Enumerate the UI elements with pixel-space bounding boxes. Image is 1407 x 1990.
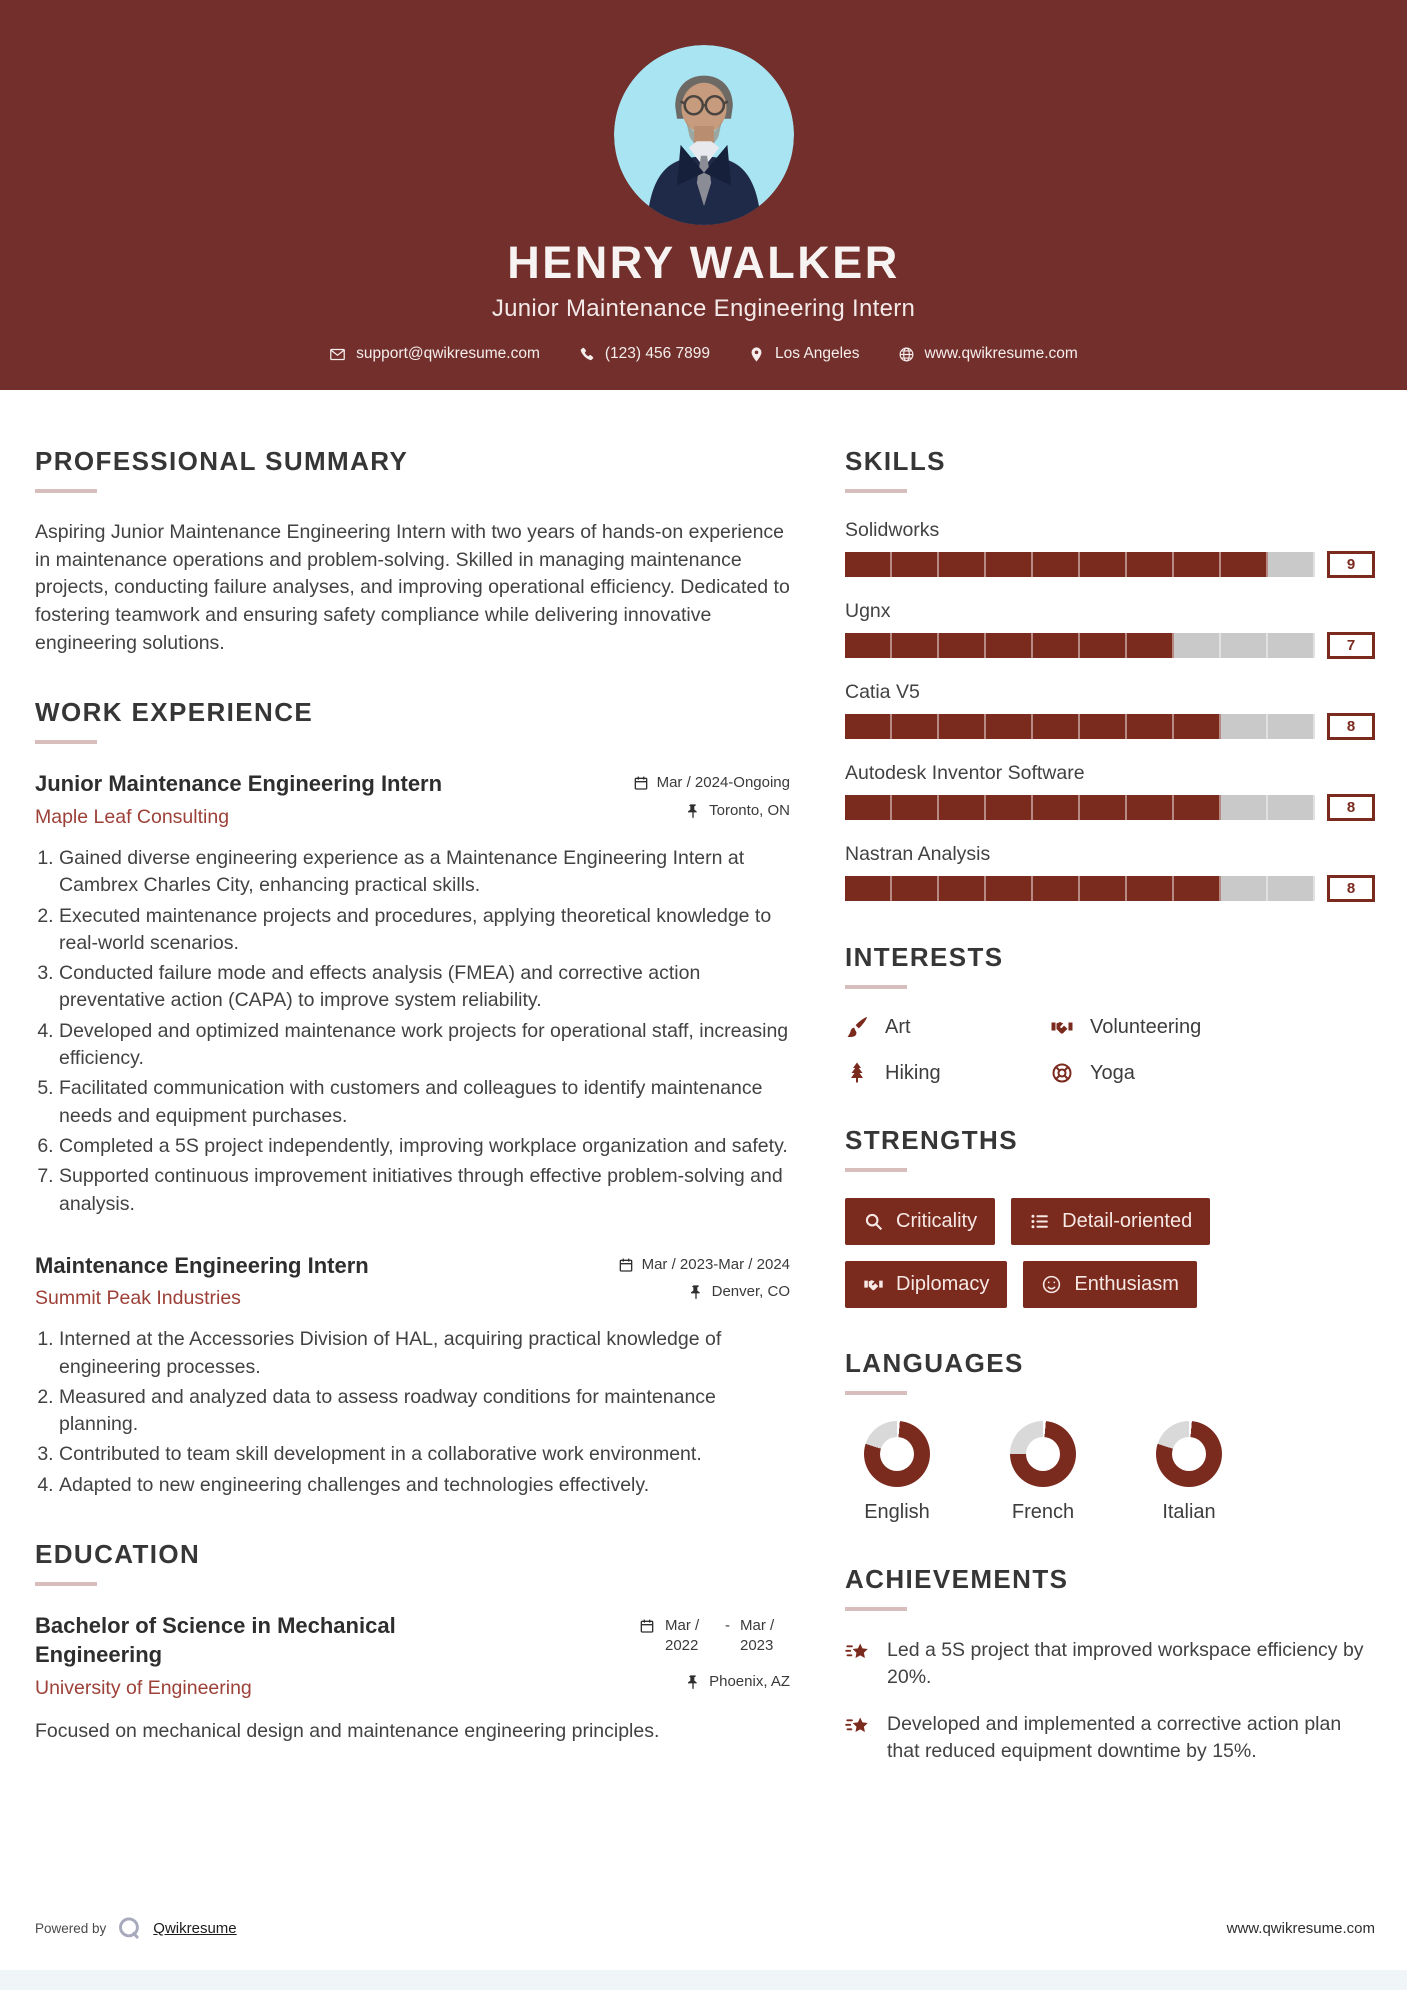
job-bullet: 2. Measured and analyzed data to assess roadway conditions for maintenance planning.: [59, 1384, 790, 1439]
handshake-icon: [863, 1274, 884, 1295]
contact-email[interactable]: [329, 345, 540, 363]
skill-bar-fill: [845, 714, 1221, 739]
footer-branding: [35, 1915, 237, 1942]
strength-chip: [845, 1198, 995, 1245]
achievement-text: Led a 5S project that improved workspace efficiency by 20%.: [887, 1639, 1364, 1688]
job-entry: [35, 1252, 790, 1499]
languages-row: [845, 1421, 1375, 1524]
strengths-list: [845, 1198, 1315, 1308]
section-skills: [845, 446, 1375, 902]
job-date-text: Mar / 2023-Mar / 2024: [641, 1255, 790, 1273]
heading-rule: [845, 1168, 907, 1172]
interests-grid: [845, 1015, 1375, 1085]
language-donut: [1010, 1421, 1076, 1487]
mail-icon: [329, 346, 346, 363]
job-location: [688, 1279, 790, 1300]
interests-heading: INTERESTS: [845, 942, 1004, 972]
contact-phone-text: (123) 456 7899: [604, 345, 711, 362]
jobs-list: [35, 770, 790, 1499]
heading-rule: [35, 1582, 97, 1586]
skill-score: 8: [1327, 875, 1375, 902]
donut-hole: [880, 1437, 914, 1471]
powered-by-label: Powered by: [35, 1921, 107, 1936]
job-title: Maintenance Engineering Intern: [35, 1252, 369, 1278]
language-item: [1003, 1421, 1083, 1524]
contact-email-text: support@qwikresume.com: [356, 345, 540, 362]
skill-bar-fill: [845, 795, 1221, 820]
skill-bar-fill: [845, 552, 1268, 577]
job-date: [633, 770, 790, 791]
interest-item: [1050, 1061, 1375, 1085]
skill-bar-fill: [845, 633, 1174, 658]
work-heading: WORK EXPERIENCE: [35, 697, 314, 728]
contact-phone[interactable]: [578, 345, 710, 363]
skill-name: Solidworks: [845, 519, 940, 541]
language-donut: [864, 1421, 930, 1487]
job-location-text: Denver, CO: [711, 1283, 790, 1301]
job-date-text: Mar / 2024-Ongoing: [656, 774, 790, 792]
right-column: [845, 446, 1375, 1805]
education-date-end: Mar / 2023: [740, 1617, 775, 1654]
skill-name: Ugnx: [845, 600, 891, 622]
skill-score: 8: [1327, 713, 1375, 740]
job-bullet: 7. Supported continuous improvement initiatives through effective problem-solving and analysis.: [59, 1163, 790, 1218]
profile-photo: [614, 45, 794, 225]
section-education: [35, 1539, 790, 1746]
magnifier-icon: [863, 1211, 884, 1232]
section-strengths: [845, 1125, 1375, 1308]
education-date-separator: -: [725, 1617, 730, 1635]
achievements-heading: ACHIEVEMENTS: [845, 1564, 1069, 1594]
header: [0, 0, 1407, 390]
skill-item: [845, 843, 1375, 902]
pushpin-icon: [685, 803, 701, 819]
contact-location: [748, 345, 859, 363]
language-item: [1149, 1421, 1229, 1524]
handshake-icon: [1050, 1015, 1074, 1039]
skills-list: [845, 519, 1375, 902]
education-heading: EDUCATION: [35, 1539, 201, 1570]
strength-chip: [1023, 1261, 1197, 1308]
interest-item: [845, 1061, 1050, 1085]
skills-heading: SKILLS: [845, 446, 946, 476]
education-header-row: [35, 1612, 790, 1669]
skill-bar: [845, 714, 1315, 739]
skill-name: Catia V5: [845, 681, 920, 703]
location-pin-icon: [748, 346, 765, 363]
calendar-icon: [633, 775, 649, 791]
skill-bar: [845, 795, 1315, 820]
qwikresume-logo-icon: [116, 1915, 143, 1942]
interest-item: [1050, 1015, 1375, 1039]
job-bullet: 3. Contributed to team skill development in a collaborative work environment.: [59, 1441, 790, 1468]
job-location: [685, 798, 790, 819]
lifebuoy-icon: [1050, 1061, 1074, 1085]
skill-bar: [845, 552, 1315, 577]
heading-rule: [845, 985, 907, 989]
section-achievements: [845, 1564, 1375, 1765]
education-date-start: Mar / 2022: [665, 1617, 700, 1654]
skill-item: [845, 681, 1375, 740]
heading-rule: [35, 489, 97, 493]
section-summary: [35, 446, 790, 657]
section-work-experience: [35, 697, 790, 1499]
calendar-icon: [618, 1257, 634, 1273]
strength-label: Criticality: [896, 1210, 978, 1232]
job-bullet: 1. Interned at the Accessories Division of HAL, acquiring practical knowledge of engineering processes.: [59, 1326, 790, 1381]
interest-label: Volunteering: [1090, 1015, 1202, 1038]
job-entry: [35, 770, 790, 1217]
contact-location-text: Los Angeles: [775, 345, 860, 362]
interest-label: Yoga: [1090, 1061, 1135, 1084]
contact-website-text: www.qwikresume.com: [924, 345, 1078, 362]
job-bullet: 4. Developed and optimized maintenance work projects for operational staff, increasing efficiency.: [59, 1018, 790, 1073]
shooting-star-icon: [845, 1713, 872, 1740]
language-label: English: [864, 1501, 930, 1523]
job-bullets: [35, 845, 790, 1218]
footer: [35, 1915, 1375, 1942]
job-bullet: 5. Facilitated communication with customers and colleagues to identify maintenance needs and equipment purchases.: [59, 1075, 790, 1130]
skill-bar: [845, 633, 1315, 658]
smiley-icon: [1041, 1274, 1062, 1295]
skill-bar-fill: [845, 876, 1221, 901]
globe-icon: [898, 346, 915, 363]
degree-title: Bachelor of Science in Mechanical Engineering: [35, 1613, 396, 1667]
education-dates: [639, 1612, 790, 1655]
skill-item: [845, 600, 1375, 659]
qwikresume-link[interactable]: Qwikresume: [153, 1920, 237, 1937]
summary-heading: PROFESSIONAL SUMMARY: [35, 446, 409, 476]
avatar-illustration: [614, 45, 794, 225]
strength-chip: [1011, 1198, 1210, 1245]
education-description: Focused on mechanical design and maintenance engineering principles.: [35, 1720, 660, 1743]
job-date: [618, 1252, 790, 1273]
strength-label: Diplomacy: [896, 1273, 990, 1295]
interest-label: Art: [885, 1015, 911, 1038]
candidate-title: Junior Maintenance Engineering Intern: [491, 295, 916, 322]
education-subrow: [35, 1669, 790, 1700]
job-bullet: 3. Conducted failure mode and effects analysis (FMEA) and corrective action preventative action (CAPA) to improve system reliability.: [59, 960, 790, 1015]
heading-rule: [845, 489, 907, 493]
job-bullet: 4. Adapted to new engineering challenges and technologies effectively.: [59, 1472, 790, 1499]
achievement-item: [845, 1637, 1375, 1691]
skill-score: 8: [1327, 794, 1375, 821]
job-title: Junior Maintenance Engineering Intern: [35, 771, 443, 797]
content: [0, 390, 1407, 1805]
section-interests: [845, 942, 1375, 1085]
section-languages: [845, 1348, 1375, 1524]
education-location-text: Phoenix, AZ: [709, 1673, 790, 1691]
heading-rule: [35, 740, 97, 744]
strengths-heading: STRENGTHS: [845, 1125, 1018, 1155]
donut-hole: [1172, 1437, 1206, 1471]
heading-rule: [845, 1391, 907, 1395]
job-bullet: 6. Completed a 5S project independently, improving workplace organization and safety.: [59, 1133, 790, 1160]
skill-bar: [845, 876, 1315, 901]
job-location-text: Toronto, ON: [709, 801, 790, 819]
donut-hole: [1026, 1437, 1060, 1471]
phone-icon: [578, 346, 595, 363]
skill-item: [845, 762, 1375, 821]
strength-label: Enthusiasm: [1074, 1273, 1179, 1295]
page-bottom-strip: [0, 1970, 1407, 1990]
achievement-text: Developed and implemented a corrective action plan that reduced equipment downtime by 15%.: [887, 1712, 1342, 1762]
tree-icon: [845, 1061, 869, 1085]
list-icon: [1029, 1211, 1050, 1232]
paintbrush-icon: [845, 1015, 869, 1039]
school-name: University of Engineering: [35, 1677, 252, 1700]
education-location: [685, 1669, 790, 1690]
achievement-item: [845, 1711, 1375, 1765]
strength-label: Detail-oriented: [1062, 1210, 1193, 1232]
interest-label: Hiking: [885, 1061, 941, 1084]
contact-website[interactable]: [898, 345, 1078, 363]
contact-bar: [0, 345, 1407, 363]
pushpin-icon: [685, 1674, 701, 1690]
job-bullet: 2. Executed maintenance projects and procedures, applying theoretical knowledge to real-world scenarios.: [59, 903, 790, 958]
heading-rule: [845, 1607, 907, 1611]
job-bullets: [35, 1326, 790, 1499]
skill-item: [845, 519, 1375, 578]
skill-name: Nastran Analysis: [845, 843, 991, 865]
interest-item: [845, 1015, 1050, 1039]
languages-heading: LANGUAGES: [845, 1348, 1024, 1378]
language-donut: [1156, 1421, 1222, 1487]
job-company: Summit Peak Industries: [35, 1287, 241, 1310]
calendar-icon: [639, 1618, 655, 1634]
pushpin-icon: [688, 1284, 704, 1300]
footer-website: www.qwikresume.com: [1226, 1920, 1375, 1937]
language-label: Italian: [1162, 1501, 1216, 1523]
summary-text: Aspiring Junior Maintenance Engineering Intern with two years of hands-on experience in maintenance operations and problem-solving. Skilled in managing maintenance projects, conducting failure analyses, and improving operational efficiency. Dedicated to fostering teamwork and ensuring safety compliance while delivering innovative engineering solutions.: [35, 521, 790, 654]
achievements-list: [845, 1637, 1375, 1765]
skill-name: Autodesk Inventor Software: [845, 762, 1085, 784]
job-bullet: 1. Gained diverse engineering experience as a Maintenance Engineering Intern at Cambrex Charles City, enhancing practical skills.: [59, 845, 790, 900]
language-item: [857, 1421, 937, 1524]
language-label: French: [1011, 1501, 1075, 1523]
job-company: Maple Leaf Consulting: [35, 805, 230, 828]
skill-score: 7: [1327, 632, 1375, 659]
strength-chip: [845, 1261, 1007, 1308]
candidate-name: HENRY WALKER: [507, 237, 900, 288]
left-column: [35, 446, 790, 1805]
skill-score: 9: [1327, 551, 1375, 578]
shooting-star-icon: [845, 1639, 872, 1666]
